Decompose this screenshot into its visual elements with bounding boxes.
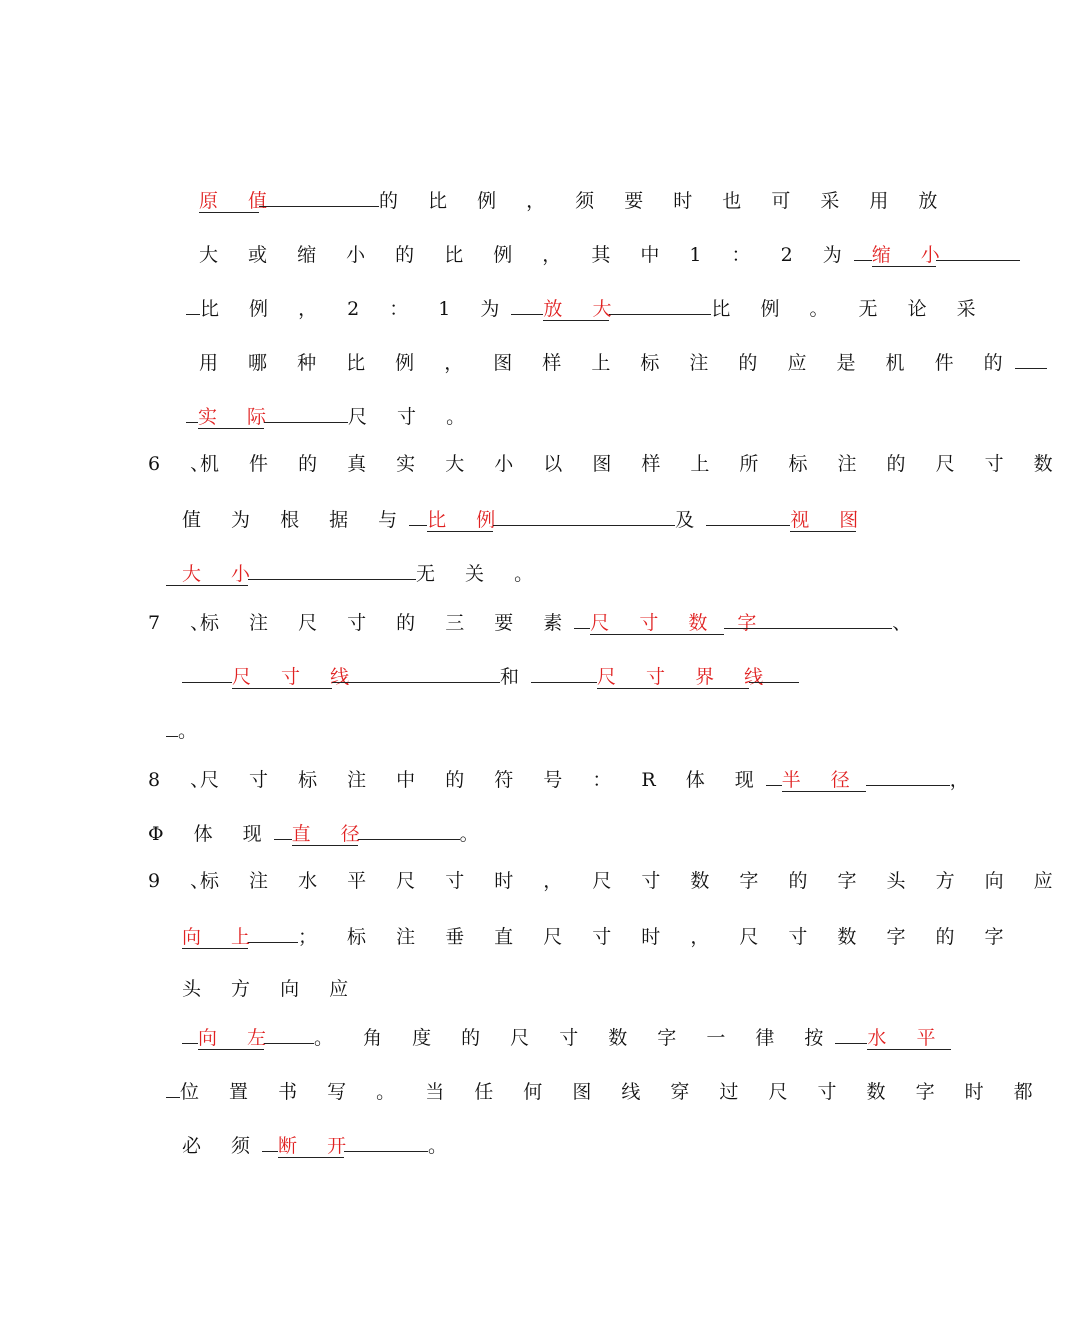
question-text: 比 例 ， 2 ： 1 为 xyxy=(200,298,512,320)
q5-line-1 xyxy=(199,186,949,214)
question-number: 6 、 xyxy=(148,453,222,475)
question-text: 。 xyxy=(428,1135,460,1157)
blank-underline xyxy=(531,662,597,683)
question-text: 无 关 。 xyxy=(416,563,546,585)
blank-underline xyxy=(766,765,782,786)
blank-underline xyxy=(609,294,711,315)
answer-blank: 水 平 xyxy=(867,1027,951,1050)
blank-underline xyxy=(248,559,416,580)
question-text: 值 为 根 据 与 xyxy=(182,509,410,531)
question-text: 标 注 尺 寸 的 三 要 素 xyxy=(200,612,575,634)
blank-underline xyxy=(358,819,460,840)
q8-line-2 xyxy=(148,819,491,847)
blank-underline xyxy=(264,1023,314,1044)
blank-underline xyxy=(332,662,500,683)
question-text: 比 例 。 无 论 采 xyxy=(711,298,988,320)
question-number: 7 、 xyxy=(148,612,222,634)
answer-blank: 尺 寸 界 线 xyxy=(597,666,776,688)
answer-blank: 向 左 xyxy=(198,1027,279,1049)
blank-underline xyxy=(248,922,298,943)
q5-line-3 xyxy=(186,294,988,322)
q6-line-1 xyxy=(148,451,1065,477)
blank-underline xyxy=(936,240,1020,261)
blank-underline xyxy=(166,716,178,737)
answer-blank: 向 上 xyxy=(182,926,263,948)
question-number: 8 、 xyxy=(148,769,222,791)
blank-underline xyxy=(511,294,543,315)
blank-underline xyxy=(409,505,427,526)
q9-line-6 xyxy=(182,1131,459,1159)
blank-underline xyxy=(262,1131,278,1152)
question-text: 尺 寸 。 xyxy=(348,406,478,428)
answer-blank: 视 图 xyxy=(790,509,871,531)
answer-blank: 实 际 xyxy=(198,406,279,428)
blank-underline xyxy=(264,402,348,423)
answer-blank: 断 开 xyxy=(278,1135,359,1157)
question-text: 及 xyxy=(675,509,707,531)
question-text: 。 角 度 的 尺 寸 数 字 一 律 按 xyxy=(314,1027,836,1049)
blank-underline xyxy=(259,186,379,207)
question-text: 用 哪 种 比 例 ， 图 样 上 标 注 的 应 是 机 件 的 xyxy=(199,352,1015,374)
blank-underline xyxy=(182,1023,198,1044)
q9-line-1 xyxy=(148,868,1065,894)
question-text: 。 xyxy=(178,720,210,742)
q9-line-3 xyxy=(182,976,360,1002)
question-number: 9 、 xyxy=(148,870,222,892)
blank-underline xyxy=(749,662,799,683)
q7-line-3 xyxy=(166,716,209,744)
question-text: 必 须 xyxy=(182,1135,263,1157)
blank-underline xyxy=(344,1131,428,1152)
blank-underline xyxy=(724,608,892,629)
q6-line-3 xyxy=(166,559,545,587)
blank-underline xyxy=(835,1023,867,1044)
question-text: 。 xyxy=(459,823,491,845)
question-text: 大 或 缩 小 的 比 例 ， 其 中 1 ： 2 为 xyxy=(199,244,854,266)
q9-line-4 xyxy=(182,1023,951,1051)
blank-underline xyxy=(493,505,675,526)
answer-blank: 大 小 xyxy=(166,563,248,586)
blank-underline xyxy=(1015,348,1047,369)
answer-blank: 比 例 xyxy=(427,509,508,531)
answer-blank: 直 径 xyxy=(291,823,372,845)
question-text: 头 方 向 应 xyxy=(182,978,361,1000)
q6-line-2 xyxy=(182,505,871,533)
blank-underline xyxy=(186,402,198,423)
answer-blank: 放 大 xyxy=(543,298,624,320)
blank-underline xyxy=(182,662,232,683)
question-text: 和 xyxy=(500,666,532,688)
q7-line-1 xyxy=(148,608,923,636)
question-text: 尺 寸 标 注 中 的 符 号 ： R 体 现 xyxy=(200,769,766,791)
answer-blank: 原 值 xyxy=(199,190,280,212)
question-text: 位 置 书 写 。 当 任 何 图 线 穿 过 尺 寸 数 字 时 都 xyxy=(180,1081,1045,1103)
question-text: ； 标 注 垂 直 尺 寸 时 ， 尺 寸 数 字 的 字 xyxy=(298,926,1016,948)
answer-blank: 尺 寸 数 字 xyxy=(590,612,769,634)
question-text: 的 比 例 ， 须 要 时 也 可 采 用 放 xyxy=(379,190,950,212)
q9-line-2 xyxy=(182,922,1016,950)
answer-blank: 尺 寸 线 xyxy=(232,666,362,688)
answer-blank: 半 径 xyxy=(782,769,866,792)
blank-underline xyxy=(706,505,790,526)
question-text: 标 注 水 平 尺 寸 时 ， 尺 寸 数 字 的 字 头 方 向 应 xyxy=(200,870,1065,892)
q9-line-5 xyxy=(166,1077,1045,1105)
q8-line-1 xyxy=(148,765,981,793)
q5-line-2 xyxy=(199,240,1020,268)
blank-underline xyxy=(574,608,590,629)
question-text: 、 xyxy=(892,612,924,634)
answer-blank: 缩 小 xyxy=(871,244,952,266)
q5-line-5 xyxy=(186,402,477,430)
question-text: 机 件 的 真 实 大 小 以 图 样 上 所 标 注 的 尺 寸 数 xyxy=(200,453,1065,475)
q5-line-4 xyxy=(199,348,1047,376)
question-text: ， xyxy=(949,769,981,791)
blank-underline xyxy=(186,294,200,315)
q7-line-2 xyxy=(182,662,799,690)
blank-underline xyxy=(274,819,292,840)
blank-underline xyxy=(166,1077,180,1098)
question-text: Φ 体 现 xyxy=(148,823,274,845)
blank-underline xyxy=(866,765,950,786)
blank-underline xyxy=(854,240,872,261)
